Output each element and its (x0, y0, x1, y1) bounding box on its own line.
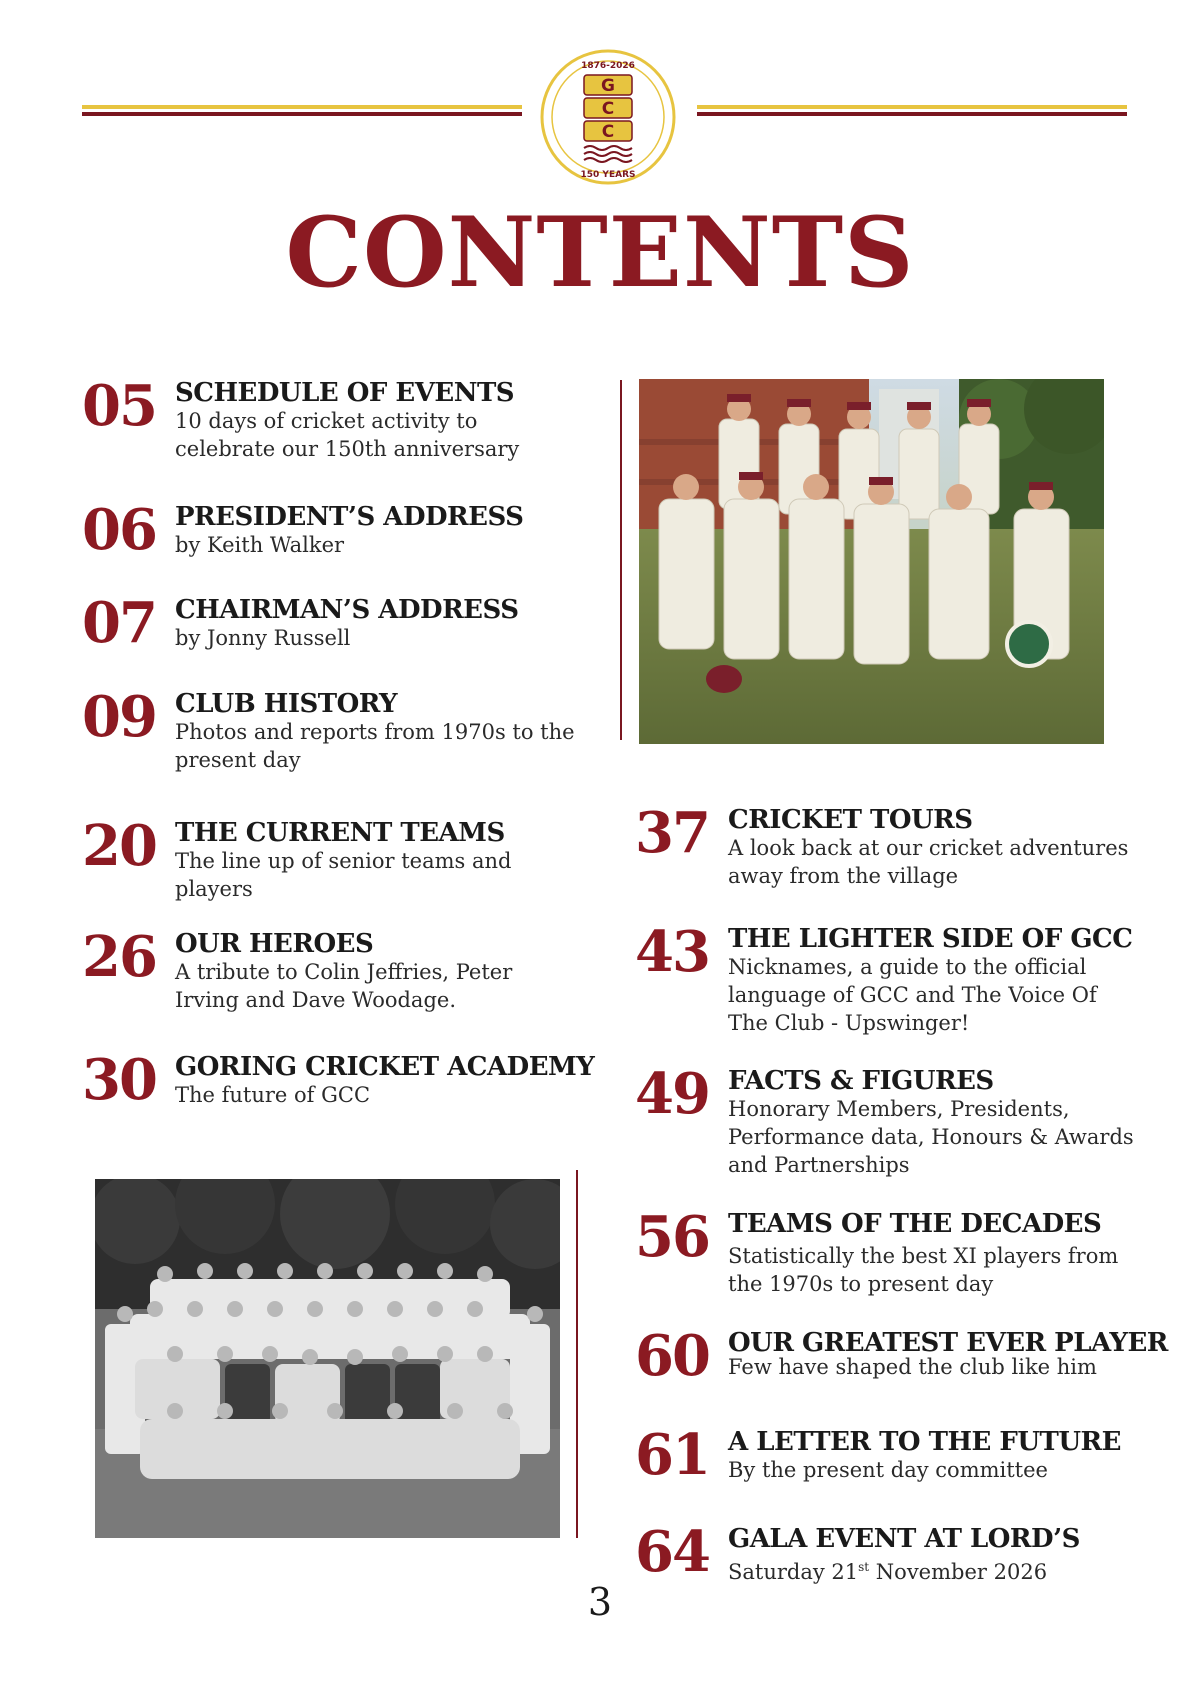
entry-heading: FACTS & FIGURES (728, 1066, 994, 1096)
svg-text:C: C (601, 122, 615, 142)
current-team-photo (639, 379, 1104, 744)
page-number-label: 26 (82, 924, 156, 990)
svg-text:C: C (601, 99, 615, 119)
page-number-label: 20 (82, 813, 156, 879)
column-divider (576, 1170, 578, 1538)
page-number-label: 43 (635, 919, 709, 985)
entry-heading: CLUB HISTORY (175, 689, 398, 719)
page-number-label: 61 (635, 1422, 709, 1488)
page-number-label: 05 (82, 373, 156, 439)
page-number-label: 37 (635, 800, 709, 866)
entry-description: by Keith Walker (175, 533, 345, 557)
club-logo (538, 45, 678, 190)
entry-heading: THE LIGHTER SIDE OF GCC (728, 924, 1133, 954)
entry-description: 10 days of cricket activity to celebrate our 150th anniversary (175, 409, 520, 461)
entry-description: A look back at our cricket adventures away from the village (728, 836, 1129, 888)
entry-heading: PRESIDENT’S ADDRESS (175, 502, 524, 532)
entry-description: Photos and reports from 1970s to the present day (175, 720, 575, 772)
entry-heading: GALA EVENT AT LORD’S (728, 1524, 1080, 1554)
entry-heading: CRICKET TOURS (728, 805, 973, 835)
page-number-label: 56 (635, 1204, 709, 1270)
page-number-label: 07 (82, 590, 156, 656)
entry-description: Saturday 21st November 2026 (728, 1560, 1048, 1584)
page-number-label: 06 (82, 497, 156, 563)
entry-description: The line up of senior teams and players (175, 849, 512, 901)
header-rule-left (82, 105, 522, 117)
entry-description: Honorary Members, Presidents, Performance data, Honours & Awards and Partnerships (728, 1097, 1134, 1177)
header-rule-right (697, 105, 1127, 117)
entry-heading: CHAIRMAN’S ADDRESS (175, 595, 519, 625)
historic-team-photo (95, 1179, 560, 1538)
entry-heading: THE CURRENT TEAMS (175, 818, 505, 848)
page-number-label: 60 (635, 1323, 709, 1389)
svg-text:150 YEARS: 150 YEARS (580, 170, 636, 180)
entry-description: Nicknames, a guide to the official language of GCC and The Voice Of The Club - Upswinger! (728, 955, 1097, 1035)
entry-heading: OUR HEROES (175, 929, 374, 959)
entry-description: Few have shaped the club like him (728, 1355, 1097, 1379)
entry-description: The future of GCC (175, 1083, 371, 1107)
entry-description: by Jonny Russell (175, 626, 351, 650)
column-divider (620, 380, 622, 740)
svg-text:1876-2026: 1876-2026 (581, 61, 635, 71)
entry-description: By the present day committee (728, 1458, 1048, 1482)
entry-description: Statistically the best XI players from the 1970s to present day (728, 1244, 1119, 1296)
page-number-label: 49 (635, 1061, 709, 1127)
entry-heading: SCHEDULE OF EVENTS (175, 378, 515, 408)
page-number-label: 09 (82, 684, 156, 750)
page-number-label: 64 (635, 1519, 709, 1585)
svg-text:G: G (601, 76, 615, 96)
page-number: 3 (587, 1580, 613, 1624)
page-number-label: 30 (82, 1047, 156, 1113)
page-title: CONTENTS (285, 196, 915, 309)
entry-heading: OUR GREATEST EVER PLAYER (728, 1328, 1168, 1358)
entry-description: A tribute to Colin Jeffries, Peter Irving and Dave Woodage. (175, 960, 513, 1012)
entry-heading: A LETTER TO THE FUTURE (728, 1427, 1121, 1457)
entry-heading: GORING CRICKET ACADEMY (175, 1052, 595, 1082)
entry-heading: TEAMS OF THE DECADES (728, 1209, 1102, 1239)
